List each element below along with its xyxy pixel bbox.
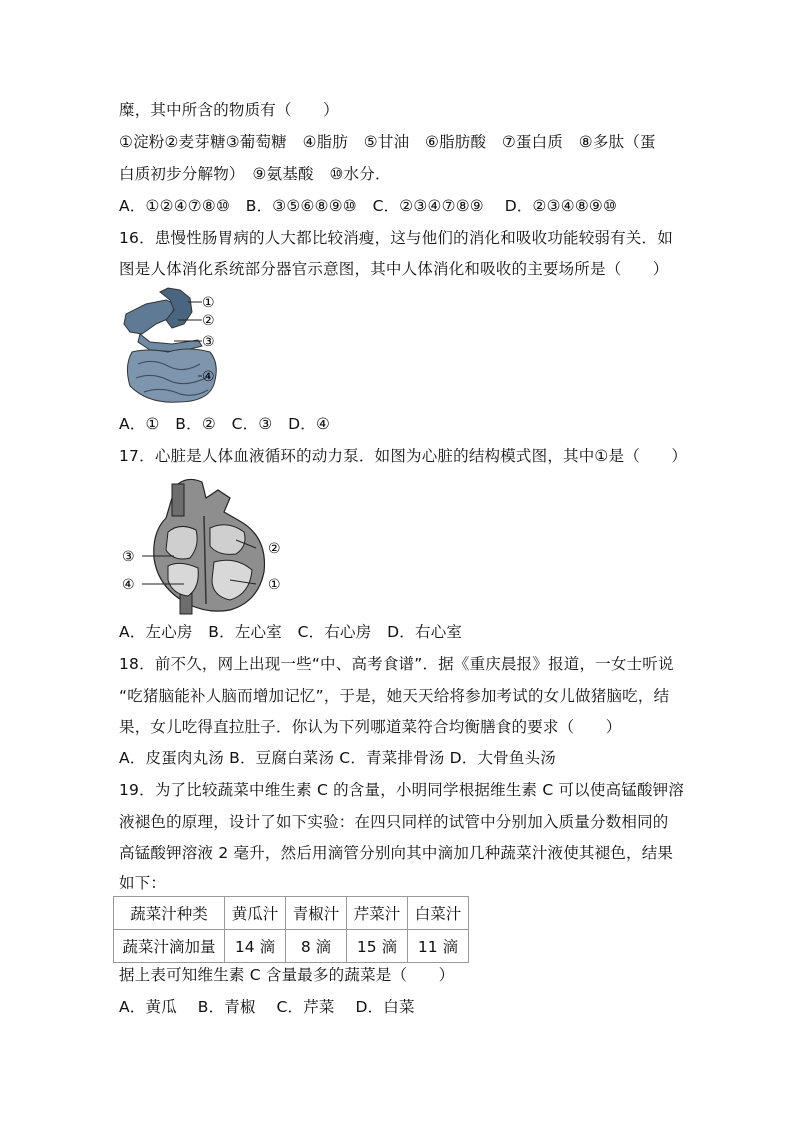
table-cell: 14 滴 <box>225 930 286 963</box>
table-cell: 黄瓜汁 <box>225 897 286 930</box>
vegetable-juice-table <box>113 896 469 963</box>
table-cell: 蔬菜汁种类 <box>114 897 225 930</box>
question-15-stem-end: 糜，其中所含的物质有（ ） <box>119 101 339 119</box>
fig17-label-2: ② <box>268 541 281 557</box>
fig16-label-1: ① <box>202 295 215 311</box>
fig17-label-4: ④ <box>122 577 135 593</box>
digestive-system-figure <box>118 286 222 408</box>
fig17-label-1: ① <box>268 577 281 593</box>
question-15-options: A．①②④⑦⑧⑩ B．③⑤⑥⑧⑨⑩ C．②③④⑦⑧⑨ D．②③④⑧⑨⑩ <box>119 197 618 215</box>
question-15-substances-cont: 白质初步分解物） ⑨氨基酸 ⑩水分． <box>119 165 391 183</box>
table-cell: 芹菜汁 <box>347 897 408 930</box>
fig16-label-4: ④ <box>202 369 215 385</box>
table-cell: 11 滴 <box>408 930 469 963</box>
question-18-stem-cont2: 果，女儿吃得直拉肚子．你认为下列哪道菜符合均衡膳食的要求（ ） <box>119 718 622 736</box>
table-cell: 白菜汁 <box>408 897 469 930</box>
question-19-question: 据上表可知维生素 C 含量最多的蔬菜是（ ） <box>119 966 455 984</box>
question-19-stem: 19．为了比较蔬菜中维生素 C 的含量，小明同学根据维生素 C 可以使高锰酸钾溶 <box>119 781 685 799</box>
table-cell: 8 滴 <box>286 930 347 963</box>
question-19-options: A．黄瓜 B．青椒 C．芹菜 D．白菜 <box>119 998 415 1016</box>
question-15-substances: ①淀粉②麦芽糖③葡萄糖 ④脂肪 ⑤甘油 ⑥脂肪酸 ⑦蛋白质 ⑧多肽（蛋 <box>119 133 656 151</box>
table-cell: 15 滴 <box>347 930 408 963</box>
question-17-stem: 17．心脏是人体血液循环的动力泵．如图为心脏的结构模式图，其中①是（ ） <box>119 447 688 465</box>
question-19-stem-cont3: 如下： <box>119 874 167 892</box>
question-17-options: A．左心房 B．左心室 C．右心房 D．右心室 <box>119 623 463 641</box>
question-19-stem-cont2: 高锰酸钾溶液 2 毫升，然后用滴管分别向其中滴加几种蔬菜汁液使其褪色，结果 <box>119 844 674 862</box>
question-19-stem-cont1: 液褪色的原理，设计了如下实验：在四只同样的试管中分别加入质量分数相同的 <box>119 813 669 831</box>
question-16-stem-cont: 图是人体消化系统部分器官示意图，其中人体消化和吸收的主要场所是（ ） <box>119 260 669 278</box>
heart-structure-figure <box>118 476 288 616</box>
question-16-options: A．① B．② C．③ D．④ <box>119 415 331 433</box>
question-18-stem: 18．前不久，网上出现一些“中、高考食谱”．据《重庆晨报》报道，一女士听说 <box>119 655 674 673</box>
fig16-label-2: ② <box>202 313 215 329</box>
fig16-label-3: ③ <box>202 334 215 350</box>
table-row <box>114 930 469 963</box>
question-18-options: A．皮蛋肉丸汤 B．豆腐白菜汤 C．青菜排骨汤 D．大骨鱼头汤 <box>119 749 556 767</box>
question-16-stem: 16．患慢性肠胃病的人大都比较消瘦，这与他们的消化和吸收功能较弱有关．如 <box>119 229 673 247</box>
table-cell: 蔬菜汁滴加量 <box>114 930 225 963</box>
fig17-label-3: ③ <box>122 549 135 565</box>
table-cell: 青椒汁 <box>286 897 347 930</box>
question-18-stem-cont1: “吃猪脑能补人脑而增加记忆”，于是，她天天给将参加考试的女儿做猪脑吃，结 <box>119 687 670 705</box>
table-row <box>114 897 469 930</box>
